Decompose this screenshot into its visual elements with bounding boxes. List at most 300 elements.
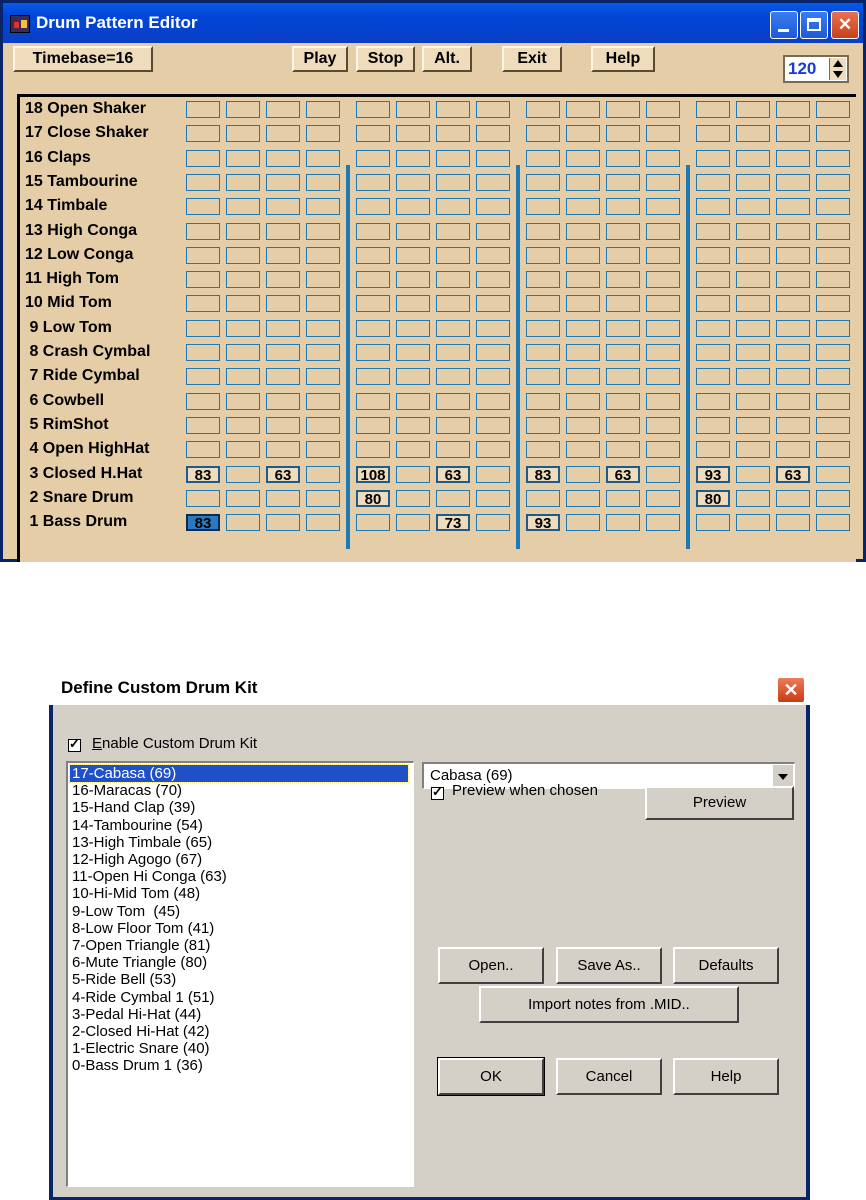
pattern-cell[interactable] <box>736 466 770 483</box>
stop-button[interactable]: Stop <box>356 46 415 72</box>
pattern-cell[interactable] <box>696 417 730 434</box>
drum-kit-list[interactable] <box>66 761 414 1187</box>
pattern-cell[interactable] <box>226 368 260 385</box>
pattern-cell[interactable] <box>736 417 770 434</box>
pattern-cell[interactable] <box>226 295 260 312</box>
kit-list-item[interactable]: 15-Hand Clap (39) <box>72 799 196 817</box>
pattern-cell[interactable] <box>396 514 430 531</box>
pattern-cell[interactable] <box>226 101 260 118</box>
pattern-cell[interactable] <box>306 125 340 142</box>
kit-list-item[interactable]: 17-Cabasa (69) <box>70 765 408 782</box>
pattern-cell[interactable] <box>776 417 810 434</box>
pattern-cell[interactable] <box>646 368 680 385</box>
pattern-cell[interactable] <box>226 198 260 215</box>
pattern-cell[interactable] <box>776 320 810 337</box>
pattern-cell[interactable]: 93 <box>696 466 730 483</box>
kit-list-item[interactable]: 5-Ride Bell (53) <box>72 971 177 989</box>
pattern-cell[interactable] <box>436 247 470 264</box>
pattern-cell[interactable] <box>606 247 640 264</box>
pattern-cell[interactable] <box>566 320 600 337</box>
pattern-cell[interactable] <box>266 174 300 191</box>
instrument-label[interactable]: 11 High Tom <box>25 270 119 288</box>
pattern-cell[interactable] <box>186 295 220 312</box>
pattern-cell[interactable] <box>226 466 260 483</box>
pattern-cell[interactable] <box>226 417 260 434</box>
ok-button[interactable]: OK <box>438 1058 544 1095</box>
pattern-cell[interactable] <box>606 490 640 507</box>
pattern-cell[interactable] <box>696 320 730 337</box>
pattern-cell[interactable] <box>476 125 510 142</box>
kit-list-item[interactable]: 6-Mute Triangle (80) <box>72 954 208 972</box>
pattern-cell[interactable] <box>436 223 470 240</box>
pattern-cell[interactable] <box>816 174 850 191</box>
pattern-cell[interactable] <box>186 125 220 142</box>
pattern-cell[interactable] <box>816 223 850 240</box>
pattern-cell[interactable] <box>816 198 850 215</box>
pattern-cell[interactable] <box>736 295 770 312</box>
pattern-cell[interactable] <box>356 295 390 312</box>
pattern-cell[interactable] <box>476 247 510 264</box>
kit-list-item[interactable]: 11-Open Hi Conga (63) <box>72 868 227 886</box>
pattern-cell[interactable] <box>776 514 810 531</box>
pattern-cell[interactable]: 80 <box>696 490 730 507</box>
pattern-cell[interactable] <box>566 174 600 191</box>
help-button[interactable]: Help <box>591 46 655 72</box>
pattern-cell[interactable] <box>526 223 560 240</box>
pattern-cell[interactable] <box>776 198 810 215</box>
pattern-cell[interactable] <box>266 441 300 458</box>
pattern-cell[interactable] <box>356 271 390 288</box>
instrument-label[interactable]: 15 Tambourine <box>25 172 138 190</box>
pattern-cell[interactable] <box>356 344 390 361</box>
kit-list-item[interactable]: 12-High Agogo (67) <box>72 851 203 868</box>
alt-button[interactable]: Alt. <box>422 46 472 72</box>
pattern-cell[interactable] <box>696 441 730 458</box>
help-button[interactable]: Help <box>673 1058 779 1095</box>
pattern-cell[interactable] <box>266 198 300 215</box>
pattern-cell[interactable] <box>776 271 810 288</box>
pattern-cell[interactable] <box>306 295 340 312</box>
play-button[interactable]: Play <box>292 46 348 72</box>
pattern-cell[interactable] <box>306 247 340 264</box>
pattern-cell[interactable] <box>646 344 680 361</box>
pattern-cell[interactable] <box>226 150 260 167</box>
preview-button[interactable]: Preview <box>645 786 794 820</box>
pattern-cell[interactable] <box>186 247 220 264</box>
pattern-cell[interactable] <box>526 174 560 191</box>
instrument-label[interactable]: 6 Cowbell <box>25 391 105 409</box>
pattern-cell[interactable] <box>606 344 640 361</box>
pattern-cell[interactable] <box>266 271 300 288</box>
pattern-cell[interactable] <box>736 247 770 264</box>
pattern-cell[interactable] <box>606 514 640 531</box>
instrument-label[interactable]: 9 Low Tom <box>25 318 112 336</box>
pattern-cell[interactable] <box>526 368 560 385</box>
pattern-cell[interactable] <box>566 150 600 167</box>
pattern-cell[interactable] <box>476 344 510 361</box>
pattern-cell[interactable] <box>476 198 510 215</box>
pattern-cell[interactable] <box>436 441 470 458</box>
pattern-cell[interactable] <box>566 271 600 288</box>
pattern-cell[interactable] <box>776 247 810 264</box>
instrument-label[interactable]: 7 Ride Cymbal <box>25 367 140 385</box>
pattern-cell[interactable] <box>266 247 300 264</box>
pattern-cell[interactable] <box>646 295 680 312</box>
pattern-cell[interactable] <box>606 223 640 240</box>
pattern-cell[interactable] <box>356 417 390 434</box>
pattern-cell[interactable] <box>356 368 390 385</box>
pattern-cell[interactable] <box>526 344 560 361</box>
pattern-cell[interactable] <box>436 295 470 312</box>
pattern-cell[interactable]: 83 <box>186 466 220 483</box>
pattern-cell[interactable] <box>306 417 340 434</box>
pattern-cell[interactable] <box>396 271 430 288</box>
pattern-cell[interactable] <box>476 368 510 385</box>
pattern-cell[interactable] <box>436 198 470 215</box>
pattern-cell[interactable] <box>526 417 560 434</box>
pattern-cell[interactable] <box>566 441 600 458</box>
pattern-cell[interactable]: 63 <box>606 466 640 483</box>
dialog-title-bar[interactable] <box>49 672 810 705</box>
pattern-cell[interactable] <box>606 198 640 215</box>
pattern-cell[interactable] <box>266 368 300 385</box>
pattern-cell[interactable] <box>396 344 430 361</box>
pattern-cell[interactable] <box>526 393 560 410</box>
pattern-cell[interactable] <box>306 101 340 118</box>
pattern-cell[interactable] <box>266 490 300 507</box>
pattern-cell[interactable] <box>606 393 640 410</box>
pattern-cell[interactable] <box>816 490 850 507</box>
pattern-cell[interactable] <box>696 150 730 167</box>
pattern-cell[interactable] <box>436 101 470 118</box>
pattern-cell[interactable] <box>696 393 730 410</box>
pattern-cell[interactable] <box>566 223 600 240</box>
pattern-cell[interactable] <box>266 320 300 337</box>
pattern-cell[interactable] <box>356 174 390 191</box>
cancel-button[interactable]: Cancel <box>556 1058 662 1095</box>
pattern-cell[interactable] <box>646 150 680 167</box>
chevron-down-icon[interactable] <box>772 765 793 787</box>
pattern-cell[interactable] <box>226 223 260 240</box>
pattern-cell[interactable] <box>306 198 340 215</box>
pattern-cell[interactable] <box>696 174 730 191</box>
pattern-cell[interactable] <box>226 441 260 458</box>
pattern-cell[interactable] <box>436 174 470 191</box>
pattern-cell[interactable] <box>566 344 600 361</box>
kit-list-item[interactable]: 13-High Timbale (65) <box>72 833 213 851</box>
instrument-label[interactable]: 12 Low Conga <box>25 245 134 263</box>
pattern-cell[interactable] <box>696 101 730 118</box>
pattern-cell[interactable] <box>816 271 850 288</box>
pattern-cell[interactable] <box>396 320 430 337</box>
pattern-cell[interactable] <box>356 393 390 410</box>
pattern-cell[interactable] <box>776 441 810 458</box>
pattern-cell[interactable] <box>566 466 600 483</box>
pattern-cell[interactable] <box>646 223 680 240</box>
kit-list-item[interactable]: 14-Tambourine (54) <box>72 816 203 834</box>
pattern-cell[interactable] <box>186 344 220 361</box>
pattern-cell[interactable] <box>306 320 340 337</box>
pattern-cell[interactable] <box>816 466 850 483</box>
pattern-cell[interactable] <box>696 295 730 312</box>
pattern-cell[interactable] <box>816 125 850 142</box>
defaults-button[interactable]: Defaults <box>673 947 779 984</box>
pattern-cell[interactable] <box>476 174 510 191</box>
pattern-cell[interactable] <box>436 271 470 288</box>
tempo-stepper[interactable] <box>783 55 849 83</box>
pattern-cell[interactable]: 83 <box>186 514 220 531</box>
pattern-cell[interactable] <box>736 271 770 288</box>
pattern-cell[interactable] <box>696 514 730 531</box>
pattern-cell[interactable] <box>396 441 430 458</box>
pattern-cell[interactable] <box>306 441 340 458</box>
pattern-cell[interactable] <box>646 441 680 458</box>
pattern-cell[interactable] <box>606 174 640 191</box>
pattern-cell[interactable] <box>736 320 770 337</box>
instrument-label[interactable]: 5 RimShot <box>25 415 109 433</box>
pattern-cell[interactable] <box>696 344 730 361</box>
pattern-cell[interactable] <box>306 393 340 410</box>
pattern-cell[interactable] <box>436 125 470 142</box>
pattern-cell[interactable]: 83 <box>526 466 560 483</box>
pattern-cell[interactable] <box>526 271 560 288</box>
pattern-cell[interactable] <box>816 368 850 385</box>
pattern-cell[interactable] <box>776 150 810 167</box>
timebase-button[interactable]: Timebase=16 <box>13 46 153 72</box>
pattern-cell[interactable] <box>736 125 770 142</box>
pattern-cell[interactable] <box>476 393 510 410</box>
pattern-cell[interactable] <box>396 150 430 167</box>
pattern-cell[interactable] <box>646 271 680 288</box>
pattern-cell[interactable] <box>476 320 510 337</box>
pattern-cell[interactable] <box>476 417 510 434</box>
pattern-cell[interactable] <box>226 174 260 191</box>
pattern-cell[interactable] <box>476 271 510 288</box>
maximize-icon[interactable] <box>800 11 828 39</box>
pattern-cell[interactable] <box>186 271 220 288</box>
pattern-cell[interactable] <box>306 368 340 385</box>
pattern-cell[interactable] <box>476 295 510 312</box>
kit-list-item[interactable]: 0-Bass Drum 1 (36) <box>72 1057 203 1075</box>
pattern-cell[interactable]: 80 <box>356 490 390 507</box>
pattern-cell[interactable] <box>356 150 390 167</box>
pattern-cell[interactable] <box>606 101 640 118</box>
pattern-cell[interactable] <box>396 174 430 191</box>
instrument-label[interactable]: 18 Open Shaker <box>25 100 146 117</box>
instrument-label[interactable]: 16 Claps <box>25 148 91 166</box>
kit-list-item[interactable]: 2-Closed Hi-Hat (42) <box>72 1023 210 1040</box>
pattern-cell[interactable] <box>396 223 430 240</box>
kit-list-item[interactable]: 10-Hi-Mid Tom (48) <box>72 885 201 903</box>
pattern-cell[interactable] <box>306 271 340 288</box>
pattern-cell[interactable] <box>566 417 600 434</box>
pattern-cell[interactable] <box>606 271 640 288</box>
pattern-cell[interactable] <box>226 514 260 531</box>
pattern-cell[interactable] <box>736 198 770 215</box>
kit-list-item[interactable]: 8-Low Floor Tom (41) <box>72 919 215 937</box>
pattern-cell[interactable] <box>396 198 430 215</box>
pattern-cell[interactable] <box>816 295 850 312</box>
pattern-cell[interactable] <box>396 393 430 410</box>
pattern-cell[interactable] <box>816 514 850 531</box>
pattern-cell[interactable] <box>696 198 730 215</box>
pattern-cell[interactable]: 73 <box>436 514 470 531</box>
pattern-cell[interactable] <box>736 174 770 191</box>
pattern-cell[interactable] <box>266 393 300 410</box>
pattern-cell[interactable]: 108 <box>356 466 390 483</box>
pattern-cell[interactable]: 63 <box>776 466 810 483</box>
pattern-cell[interactable] <box>226 271 260 288</box>
pattern-cell[interactable] <box>606 368 640 385</box>
pattern-cell[interactable] <box>776 393 810 410</box>
pattern-cell[interactable] <box>356 101 390 118</box>
spin-arrows-icon[interactable] <box>829 58 846 80</box>
pattern-cell[interactable] <box>776 101 810 118</box>
pattern-cell[interactable] <box>526 320 560 337</box>
pattern-cell[interactable] <box>646 101 680 118</box>
pattern-cell[interactable] <box>566 198 600 215</box>
pattern-cell[interactable] <box>606 441 640 458</box>
pattern-cell[interactable] <box>606 150 640 167</box>
pattern-cell[interactable] <box>646 417 680 434</box>
pattern-cell[interactable] <box>776 223 810 240</box>
pattern-cell[interactable] <box>266 150 300 167</box>
pattern-cell[interactable] <box>186 320 220 337</box>
pattern-cell[interactable] <box>186 417 220 434</box>
pattern-cell[interactable] <box>266 295 300 312</box>
kit-list-item[interactable]: 1-Electric Snare (40) <box>72 1040 210 1058</box>
pattern-cell[interactable] <box>646 198 680 215</box>
pattern-cell[interactable] <box>266 125 300 142</box>
pattern-cell[interactable] <box>306 344 340 361</box>
pattern-cell[interactable] <box>476 466 510 483</box>
pattern-cell[interactable] <box>476 150 510 167</box>
pattern-cell[interactable] <box>696 368 730 385</box>
pattern-cell[interactable] <box>436 150 470 167</box>
pattern-cell[interactable] <box>186 174 220 191</box>
pattern-cell[interactable] <box>396 466 430 483</box>
preview-when-chosen-label[interactable]: Preview when chosen <box>452 782 598 799</box>
pattern-cell[interactable] <box>396 247 430 264</box>
pattern-cell[interactable] <box>526 247 560 264</box>
pattern-cell[interactable] <box>606 320 640 337</box>
enable-kit-label[interactable] <box>92 735 257 752</box>
instrument-label[interactable]: 10 Mid Tom <box>25 294 112 312</box>
pattern-cell[interactable] <box>736 393 770 410</box>
pattern-cell[interactable] <box>266 101 300 118</box>
pattern-cell[interactable] <box>266 417 300 434</box>
pattern-cell[interactable] <box>186 393 220 410</box>
pattern-cell[interactable] <box>646 320 680 337</box>
pattern-cell[interactable]: 63 <box>436 466 470 483</box>
pattern-cell[interactable] <box>646 174 680 191</box>
pattern-cell[interactable] <box>816 320 850 337</box>
pattern-cell[interactable] <box>436 417 470 434</box>
open-button[interactable]: Open.. <box>438 947 544 984</box>
instrument-label[interactable]: 8 Crash Cymbal <box>25 343 151 360</box>
pattern-cell[interactable] <box>436 490 470 507</box>
pattern-cell[interactable] <box>306 223 340 240</box>
pattern-cell[interactable] <box>566 393 600 410</box>
instrument-label[interactable]: 4 Open HighHat <box>25 440 150 458</box>
pattern-cell[interactable] <box>816 393 850 410</box>
pattern-cell[interactable] <box>266 223 300 240</box>
kit-list-item[interactable]: 16-Maracas (70) <box>72 782 183 800</box>
pattern-cell[interactable] <box>396 295 430 312</box>
pattern-cell[interactable] <box>186 368 220 385</box>
pattern-cell[interactable] <box>646 514 680 531</box>
pattern-cell[interactable] <box>816 344 850 361</box>
enable-kit-checkbox[interactable] <box>68 739 81 752</box>
pattern-cell[interactable] <box>696 247 730 264</box>
exit-button[interactable]: Exit <box>502 46 562 72</box>
pattern-cell[interactable] <box>226 320 260 337</box>
pattern-cell[interactable] <box>526 125 560 142</box>
pattern-cell[interactable] <box>776 174 810 191</box>
pattern-cell[interactable] <box>476 101 510 118</box>
pattern-cell[interactable] <box>356 247 390 264</box>
pattern-cell[interactable] <box>186 441 220 458</box>
pattern-cell[interactable] <box>526 441 560 458</box>
pattern-cell[interactable] <box>476 514 510 531</box>
pattern-cell[interactable] <box>566 490 600 507</box>
pattern-cell[interactable] <box>776 344 810 361</box>
pattern-cell[interactable] <box>356 514 390 531</box>
pattern-cell[interactable] <box>566 368 600 385</box>
pattern-cell[interactable] <box>186 150 220 167</box>
pattern-cell[interactable] <box>736 344 770 361</box>
pattern-cell[interactable] <box>776 295 810 312</box>
pattern-cell[interactable] <box>396 490 430 507</box>
pattern-cell[interactable] <box>646 466 680 483</box>
pattern-cell[interactable] <box>186 198 220 215</box>
pattern-cell[interactable] <box>356 441 390 458</box>
pattern-cell[interactable] <box>566 295 600 312</box>
pattern-cell[interactable] <box>186 223 220 240</box>
pattern-cell[interactable] <box>186 101 220 118</box>
pattern-cell[interactable] <box>646 247 680 264</box>
pattern-cell[interactable] <box>566 247 600 264</box>
pattern-cell[interactable] <box>436 344 470 361</box>
pattern-cell[interactable] <box>736 150 770 167</box>
pattern-cell[interactable] <box>736 101 770 118</box>
pattern-cell[interactable] <box>526 198 560 215</box>
pattern-cell[interactable] <box>606 417 640 434</box>
instrument-label[interactable]: 1 Bass Drum <box>25 513 128 531</box>
pattern-cell[interactable] <box>526 490 560 507</box>
instrument-label[interactable]: 14 Timbale <box>25 197 108 215</box>
pattern-cell[interactable] <box>396 368 430 385</box>
pattern-cell[interactable] <box>606 125 640 142</box>
instrument-label[interactable]: 2 Snare Drum <box>25 488 134 506</box>
pattern-cell[interactable] <box>646 125 680 142</box>
pattern-cell[interactable] <box>646 393 680 410</box>
pattern-cell[interactable] <box>816 417 850 434</box>
pattern-cell[interactable] <box>396 125 430 142</box>
pattern-cell[interactable] <box>476 490 510 507</box>
instrument-label[interactable]: 13 High Conga <box>25 221 138 239</box>
pattern-cell[interactable] <box>736 490 770 507</box>
pattern-cell[interactable] <box>436 393 470 410</box>
pattern-cell[interactable] <box>646 490 680 507</box>
pattern-cell[interactable] <box>736 368 770 385</box>
pattern-cell[interactable]: 63 <box>266 466 300 483</box>
kit-list-item[interactable]: 9-Low Tom (45) <box>72 902 181 920</box>
pattern-cell[interactable] <box>186 490 220 507</box>
save-as-button[interactable]: Save As.. <box>556 947 662 984</box>
pattern-cell[interactable] <box>816 150 850 167</box>
pattern-cell[interactable] <box>816 101 850 118</box>
